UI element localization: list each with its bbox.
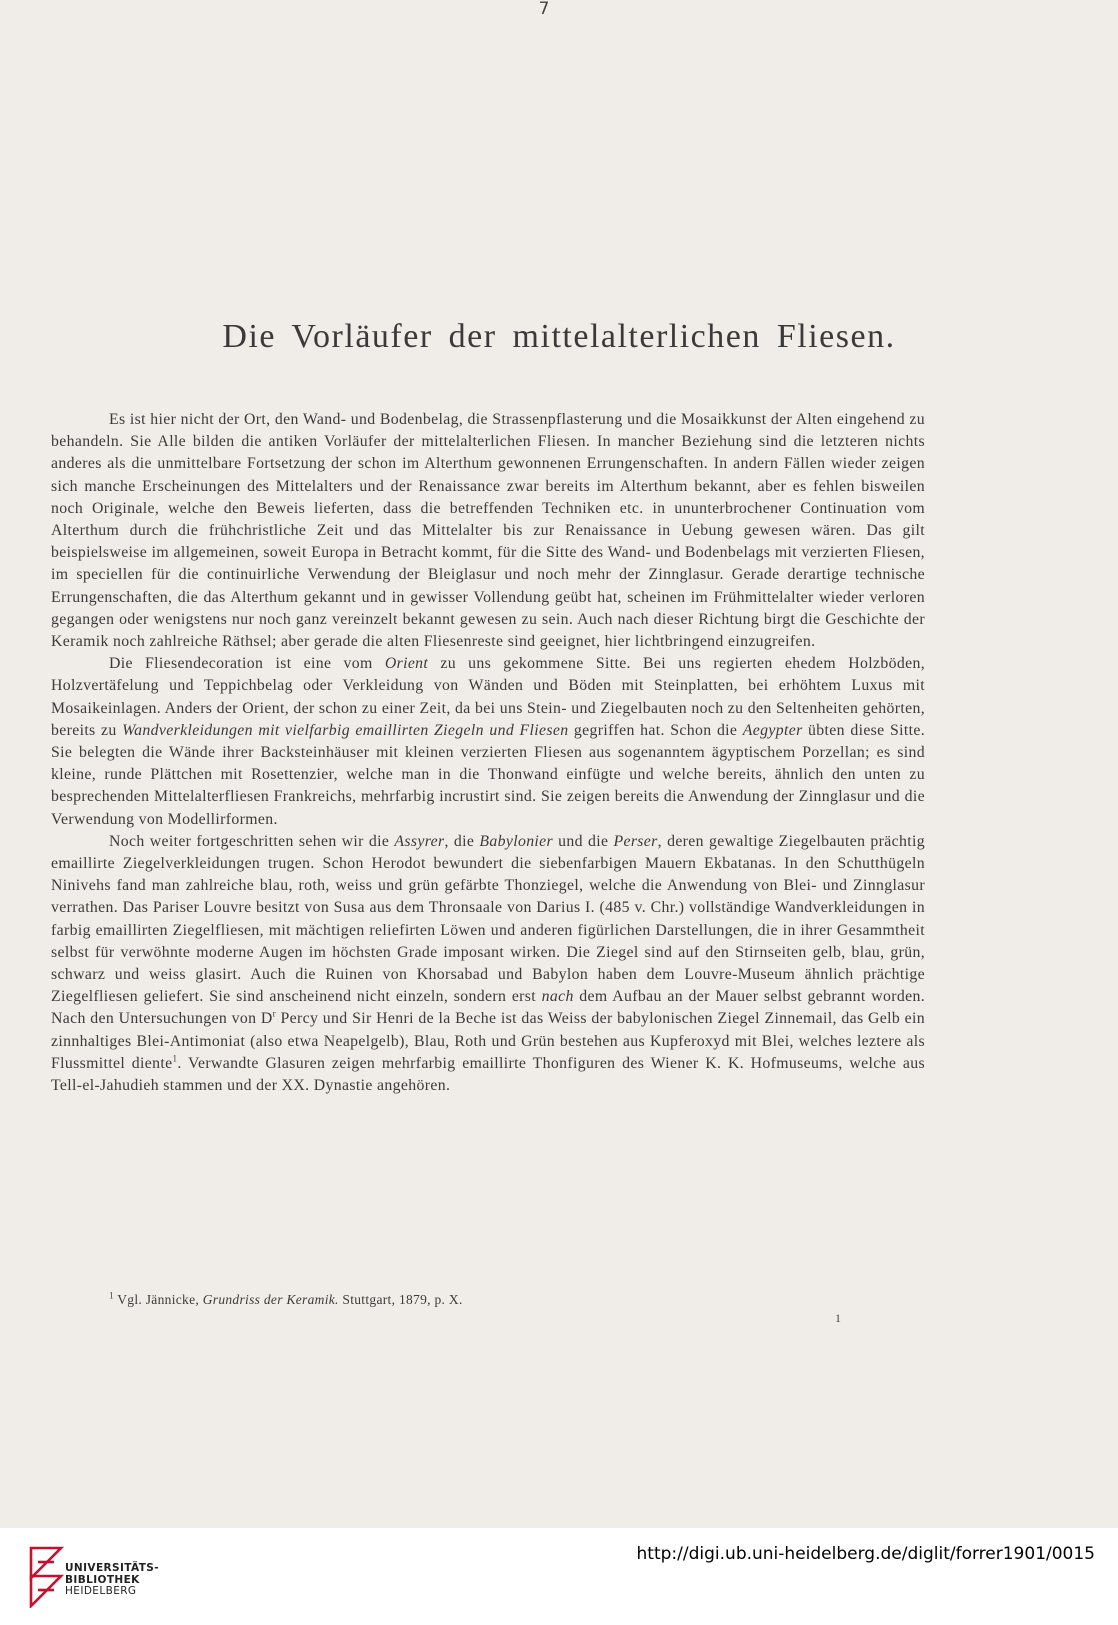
italic-term: Assyrer bbox=[394, 832, 445, 850]
text-run: . Verwandte Glasuren zeigen mehrfarbig emaillirte Thonfiguren des Wiener K. K. Hofmuseums, welche aus Tell-el-Jahudieh stammen und der XX. Dynastie angehören. bbox=[51, 1054, 925, 1095]
superscript: 1 bbox=[109, 1290, 114, 1301]
footnote bbox=[109, 1292, 809, 1308]
text-run: , deren gewaltige Ziegelbauten prächtig emaillirte Ziegelverkleidungen trugen. Schon Herodot bewundert die siebenfarbigen Mauern Ekbatanas. In den Schutthügeln Ninivehs fand man zahlreiche blau, roth, weiss und grün gefärbte Thonziegel, welche die Anwendung von Blei- und Zinnglasur verrathen. Das Pariser Louvre besitzt von Susa aus dem Thronsaale von Darius I. (485 v. Chr.) vollständige Wandverkleidungen in farbig emaillirten Ziegelfliesen, mit mächtigen reliefirten Löwen und anderen figürlichen Darstellungen, die in ihrer Gesammtheit selbst für verwöhnte moderne Augen im höchsten Grade imposant wirken. Die Ziegel sind auf den Stirnseiten gelb, blau, grün, schwarz und weiss glasirt. Auch die Ruinen von Khorsabad und Babylon haben dem Louvre-Museum ähnlich prächtige Ziegelfliesen geliefert. Sie sind anscheinend nicht einzeln, sondern erst bbox=[51, 832, 925, 1006]
viewer-footer bbox=[0, 1528, 1118, 1625]
page-title: Die Vorläufer der mittelalterlichen Fliesen. bbox=[222, 318, 896, 355]
italic-term: Grundriss der Keramik. bbox=[202, 1292, 339, 1307]
text-run: zu uns gekommene Sitte. Bei uns regierten ehedem Holzböden, Holzvertäfelung und Teppichbelag oder Verkleidung von Wänden und Böden mit Steinplatten, bei erhöhtem Luxus mit Mosaikeinlagen. Anders der Orient, der schon zu einer Zeit, da bei uns Stein- und Ziegelbauten noch zu den Seltenheiten gehörten, bereits zu bbox=[51, 655, 925, 739]
italic-term: Orient bbox=[384, 655, 429, 673]
text-run: dem Aufbau an der Mauer selbst gebrannt worden. Nach den Untersuchungen von D bbox=[51, 988, 925, 1028]
library-line-2: BIBLIOTHEK bbox=[65, 1573, 140, 1586]
library-logo-icon bbox=[28, 1542, 64, 1608]
superscript: r bbox=[272, 1009, 277, 1020]
italic-term: Perser bbox=[613, 832, 658, 850]
superscript: 1 bbox=[172, 1053, 178, 1064]
text-run: , die bbox=[444, 832, 480, 850]
text-run: übten diese Sitte. Sie belegten die Wände ihrer Backsteinhäuser mit kleinen verzierten Fliesen aus sogenanntem ägyptischem Porzellan; es sind kleine, runde Plättchen mit Rosettenzier, welche man in die Thonwand einfügte und welche bereits, ähnlich den unten zu besprechenden Mittelalterfliesen Frankreichs, mehrfarbig incrustirt sind. Sie zeigen bereits die Anwendung der Zinnglasur und die Verwendung von Modellirformen. bbox=[51, 721, 926, 828]
text-run: Es ist hier nicht der Ort, den Wand- und Bodenbelag, die Strassenpflasterung und die Mosaikkunst der Alten eingehend zu behandeln. Sie Alle bilden die antiken Vorläufer der mittelalterlichen Fliesen. In mancher Beziehung sind die letzteren nichts anderes als die unmittelbare Fortsetzung der schon im Alterthum gewonnenen Errungenschaften. In andern Fällen wieder zeigen sich manche Erscheinungen des Mittelalters und der Renaissance zwar bereits im Alterthum bekannt, aber es fehlen bisweilen noch Originale, welche den Beweis lieferten, dass die betreffenden Techniken etc. in ununterbrochener Continuation vom Alterthum durch die frühchristliche Zeit und das Mittelalter bis zur Renaissance in Uebung gewesen wären. Das gilt beispielsweise im allgemeinen, soweit Europa in Betracht kommt, für die Sitte des Wand- und Bodenbelags mit verzierten Fliesen, im speciellen für die continuirliche Verwendung der Bleiglasur und noch mehr der Zinnglasur. Gerade derartige technische Errungenschaften, die das Alterthum gekannt und in gewisser Vollendung geübt hat, scheinen im Frühmittelalter wieder verloren gegangen oder wenigstens nur noch ganz vereinzelt bekannt gewesen zu sein. Auch nach dieser Richtung birgt die Geschichte der Keramik noch zahlreiche Räthsel; aber gerade die alten Fliesenreste sind geeignet, hier lichtbringend einzugreifen. bbox=[51, 411, 925, 651]
italic-term: Wandverkleidungen mit vielfarbig emaillirten Ziegeln und Fliesen bbox=[122, 721, 569, 739]
library-line-1: UNIVERSITÄTS- bbox=[65, 1562, 160, 1574]
library-line-3: HEIDELBERG bbox=[65, 1585, 137, 1597]
italic-term: nach bbox=[541, 988, 574, 1006]
text-run: Vgl. Jännicke, bbox=[113, 1292, 203, 1307]
page-signature: 1 bbox=[835, 1311, 841, 1325]
paragraph bbox=[51, 409, 925, 653]
text-run: gegriffen hat. Schon die bbox=[568, 721, 743, 739]
paragraph bbox=[51, 831, 925, 1097]
text-run: Die Fliesendecoration ist eine vom bbox=[109, 655, 385, 673]
text-run: und die bbox=[553, 832, 614, 850]
text-run: Noch weiter fortgeschritten sehen wir die bbox=[109, 832, 395, 850]
italic-term: Aegypter bbox=[742, 721, 803, 739]
pencil-page-mark: 7 bbox=[538, 0, 550, 19]
body-text bbox=[51, 409, 925, 1097]
text-run: Percy und Sir Henri de la Beche ist das Weiss der babylonischen Ziegel Zinnemail, das Gelb ein zinnhaltiges Blei-Antimoniat (also etwa Neapelgelb), Blau, Roth und Grün bestehen aus Kupferoxyd mit Blei, welches leztere als Flussmittel diente bbox=[51, 1010, 925, 1072]
paragraph bbox=[51, 653, 925, 831]
text-run: Stuttgart, 1879, p. X. bbox=[338, 1292, 463, 1307]
italic-term: Babylonier bbox=[479, 832, 554, 850]
permalink-url[interactable]: http://digi.ub.uni-heidelberg.de/diglit/forrer1901/0015 bbox=[636, 1544, 1095, 1564]
library-name bbox=[65, 1563, 159, 1598]
